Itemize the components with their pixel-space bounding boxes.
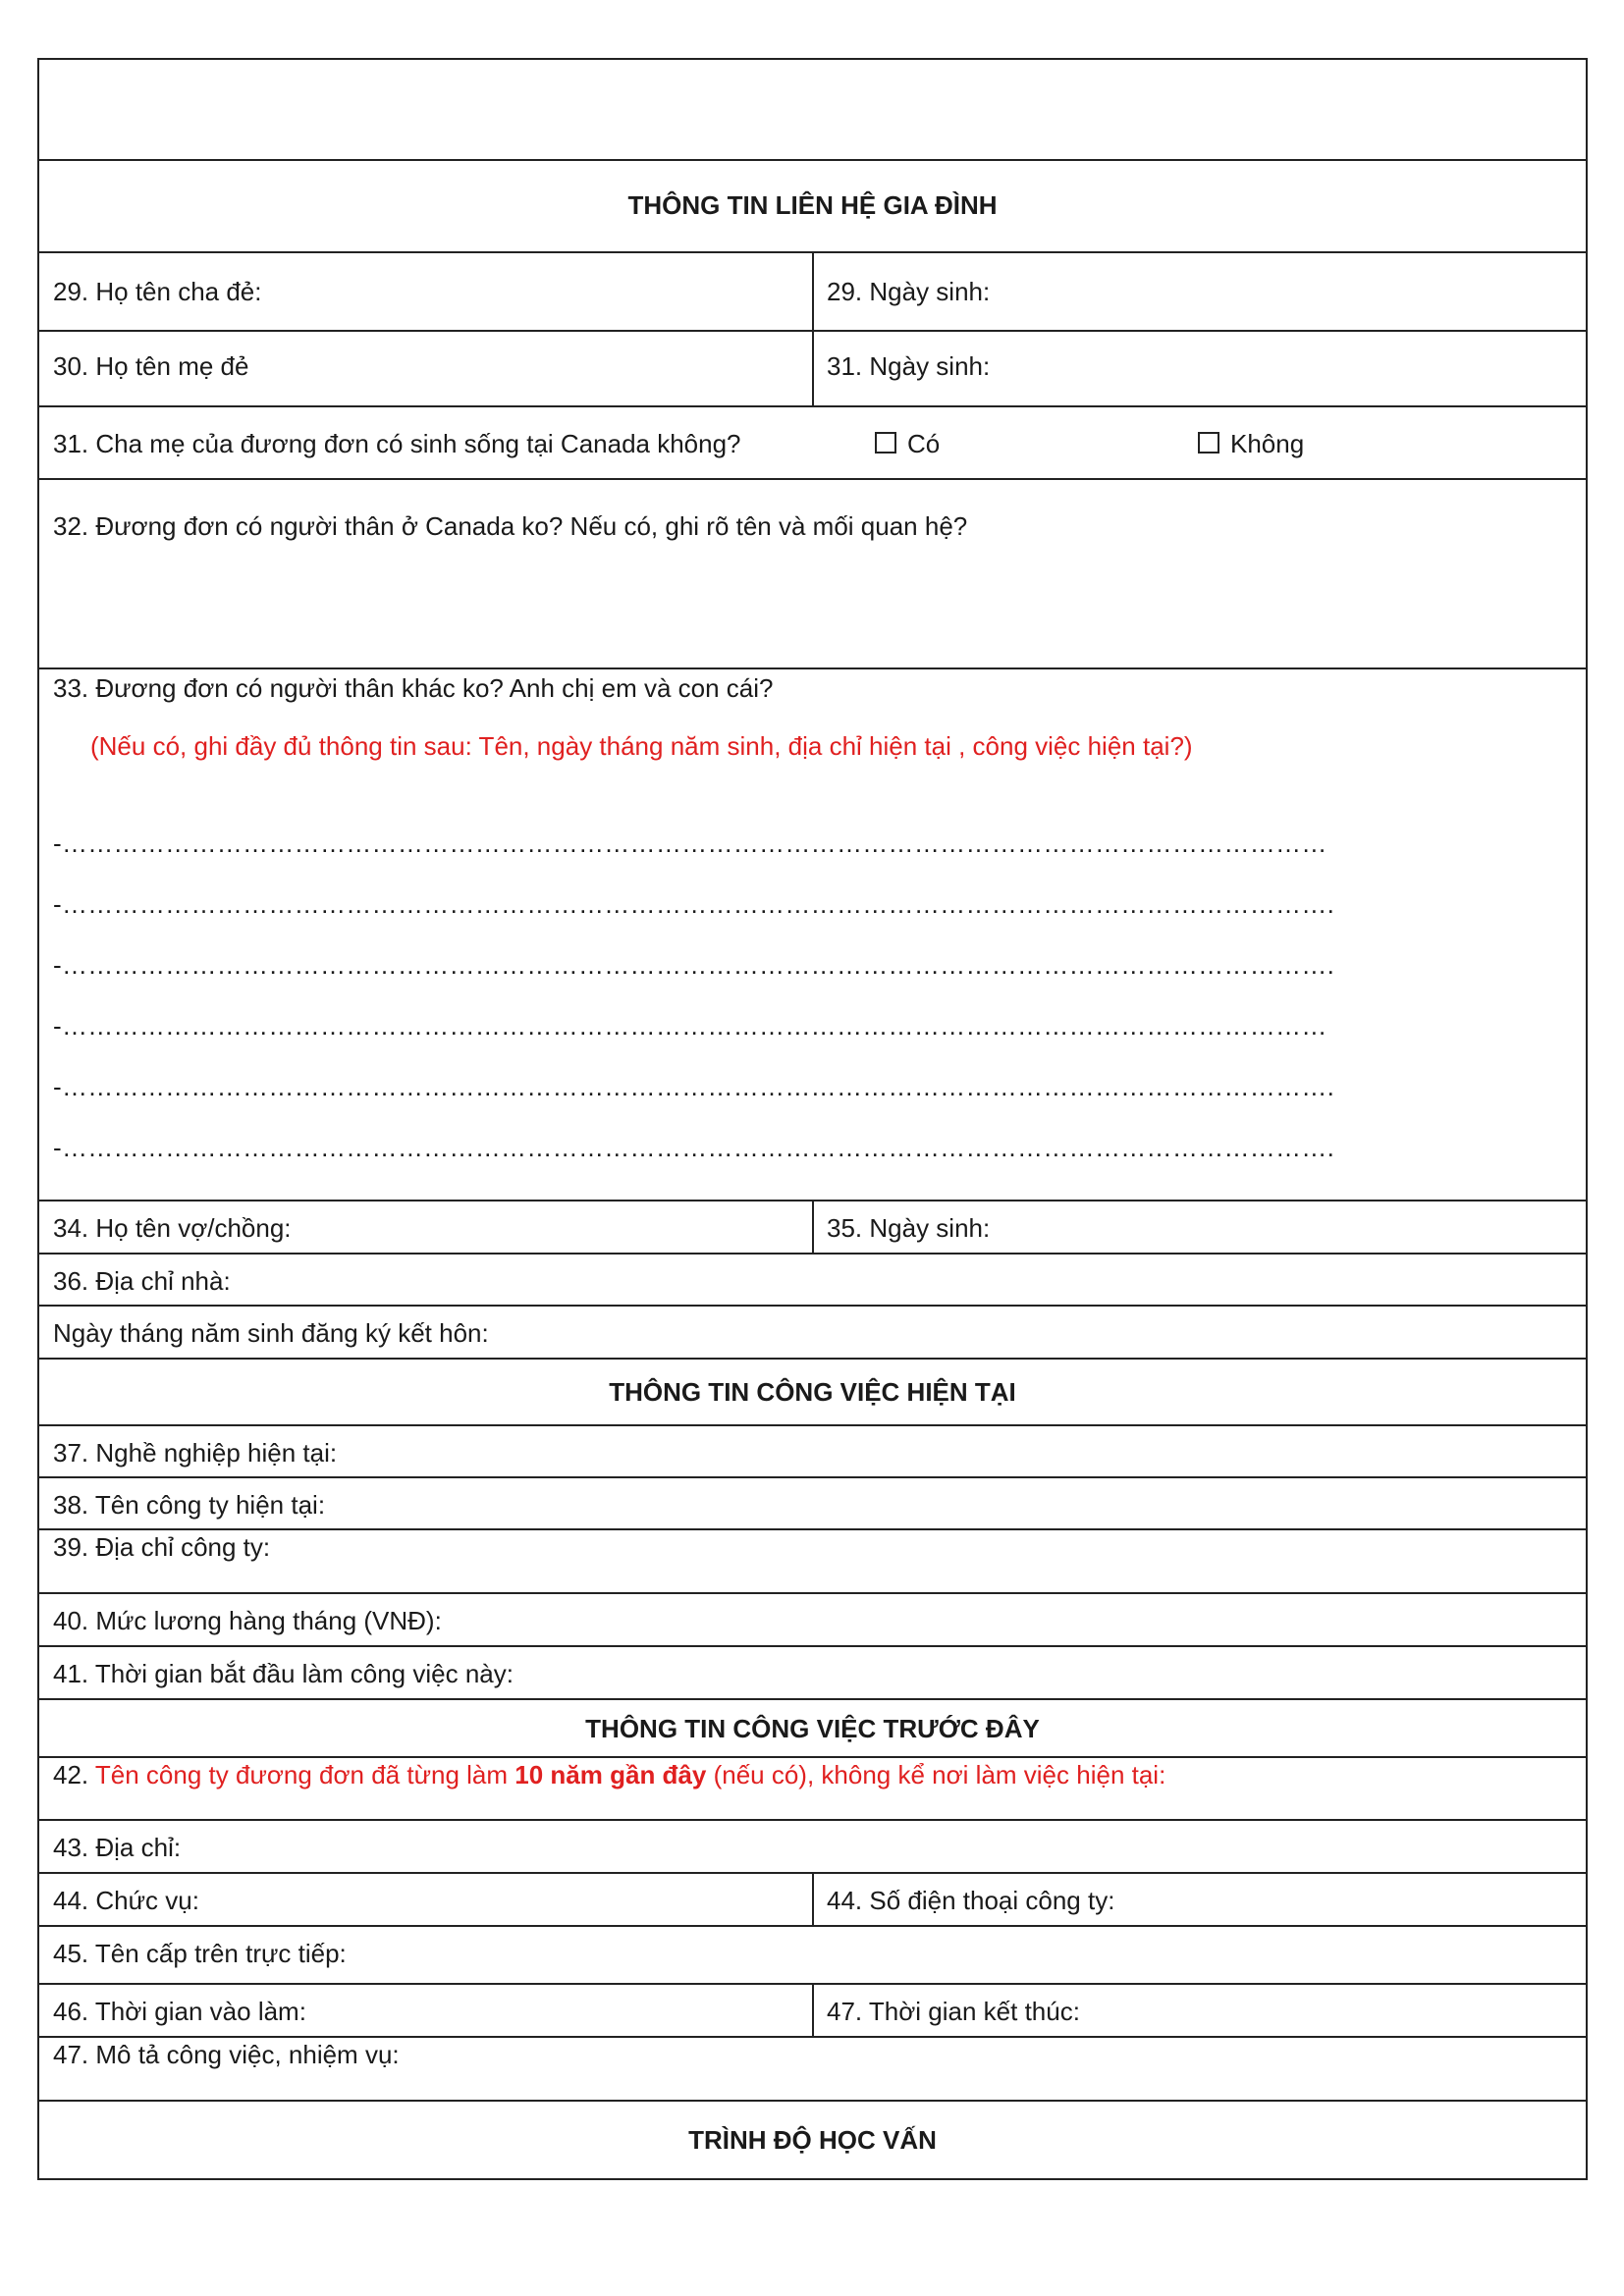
position-label: 44. Chức vụ: [53, 1886, 199, 1915]
spouse-dob-label: 35. Ngày sinh: [827, 1213, 991, 1243]
home-address-row [39, 1253, 1586, 1305]
company-name-label: 38. Tên công ty hiện tại: [53, 1490, 326, 1520]
checkbox-yes[interactable] [875, 432, 896, 454]
monthly-salary-label: 40. Mức lương hàng tháng (VNĐ): [53, 1606, 442, 1635]
spouse-name-label: 34. Họ tên vợ/chồng: [53, 1213, 292, 1243]
column-divider [812, 1874, 814, 1925]
mother-name-label: 30. Họ tên mẹ đẻ [53, 351, 249, 381]
father-name-label: 29. Họ tên cha đẻ: [53, 277, 262, 306]
occupation-row [39, 1424, 1586, 1476]
home-address-label: 36. Địa chỉ nhà: [53, 1266, 231, 1296]
parents-canada-row [39, 405, 1586, 478]
company-name-row [39, 1476, 1586, 1528]
spouse-row [39, 1200, 1586, 1253]
previous-company-label [53, 1760, 1165, 1790]
address-row [39, 1819, 1586, 1872]
marriage-date-row [39, 1305, 1586, 1358]
marriage-date-label: Ngày tháng năm sinh đăng ký kết hôn: [53, 1318, 489, 1348]
relatives-canada-question: 32. Đương đơn có người thân ở Canada ko? Nếu có, ghi rõ tên và mối quan hệ? [53, 511, 968, 541]
parents-canada-question: 31. Cha mẹ của đương đơn có sinh sống tại Canada không? [53, 429, 741, 458]
address-label: 43. Địa chỉ: [53, 1833, 182, 1862]
mother-dob-label: 31. Ngày sinh: [827, 351, 991, 381]
checkbox-no[interactable] [1198, 432, 1219, 454]
start-date-label: 46. Thời gian vào làm: [53, 1997, 306, 2026]
option-no-label: Không [1230, 429, 1305, 458]
previous-job-section-title: THÔNG TIN CÔNG VIỆC TRƯỚC ĐÂY [585, 1714, 1040, 1743]
column-divider [812, 332, 814, 405]
previous-company-text-a: Tên công ty đương đơn đã từng làm [94, 1760, 515, 1789]
company-phone-label: 44. Số điện thoại công ty: [827, 1886, 1115, 1915]
position-row [39, 1872, 1586, 1925]
current-job-section-title: THÔNG TIN CÔNG VIỆC HIỆN TẠI [609, 1377, 1016, 1407]
dotted-line-4[interactable]: -………………………………………………………………………………………………………………………………… [53, 1011, 1327, 1041]
education-section-title: TRÌNH ĐỘ HỌC VẤN [688, 2125, 937, 2155]
previous-company-text-c: (nếu có), không kể nơi làm việc hiện tại: [706, 1760, 1166, 1789]
monthly-salary-row [39, 1592, 1586, 1645]
mother-row [39, 330, 1586, 405]
start-time-label: 41. Thời gian bắt đầu làm công việc này: [53, 1659, 514, 1688]
column-divider [812, 1201, 814, 1253]
dotted-line-1[interactable]: -………………………………………………………………………………………………………………………………… [53, 828, 1327, 858]
start-time-row [39, 1645, 1586, 1698]
job-description-row [39, 2036, 1586, 2100]
supervisor-label: 45. Tên cấp trên trực tiếp: [53, 1939, 347, 1968]
other-relatives-question: 33. Đương đơn có người thân khác ko? Anh chị em và con cái? [53, 673, 774, 703]
previous-company-text-bold: 10 năm gần đây [514, 1760, 707, 1789]
job-description-label: 47. Mô tả công việc, nhiệm vụ: [53, 2040, 400, 2069]
header-empty-row [39, 60, 1586, 159]
other-relatives-row [39, 667, 1586, 1200]
company-address-row [39, 1528, 1586, 1592]
dotted-line-6[interactable]: -…………………………………………………………………………………………………………………………………. [53, 1133, 1335, 1162]
column-divider [812, 1985, 814, 2036]
employment-dates-row [39, 1983, 1586, 2036]
father-dob-label: 29. Ngày sinh: [827, 277, 991, 306]
dotted-line-2[interactable]: -…………………………………………………………………………………………………………………………………. [53, 889, 1335, 919]
relatives-canada-row [39, 478, 1586, 667]
current-job-section-header [39, 1358, 1586, 1424]
dotted-line-5[interactable]: -…………………………………………………………………………………………………………………………………. [53, 1072, 1335, 1101]
option-yes-label: Có [907, 429, 941, 458]
education-section-header [39, 2100, 1586, 2178]
supervisor-row [39, 1925, 1586, 1983]
previous-company-number: 42. [53, 1760, 95, 1789]
application-form [37, 58, 1588, 2180]
column-divider [812, 253, 814, 330]
dotted-line-3[interactable]: -…………………………………………………………………………………………………………………………………. [53, 950, 1335, 980]
family-section-header [39, 159, 1586, 251]
other-relatives-note: (Nếu có, ghi đầy đủ thông tin sau: Tên, ngày tháng năm sinh, địa chỉ hiện tại , công việc hiện tại?) [90, 731, 1193, 761]
previous-company-row [39, 1756, 1586, 1819]
previous-job-section-header [39, 1698, 1586, 1756]
occupation-label: 37. Nghề nghiệp hiện tại: [53, 1438, 338, 1468]
company-address-label: 39. Địa chỉ công ty: [53, 1532, 271, 1562]
end-date-label: 47. Thời gian kết thúc: [827, 1997, 1080, 2026]
father-row [39, 251, 1586, 330]
family-section-title: THÔNG TIN LIÊN HỆ GIA ĐÌNH [627, 190, 998, 220]
